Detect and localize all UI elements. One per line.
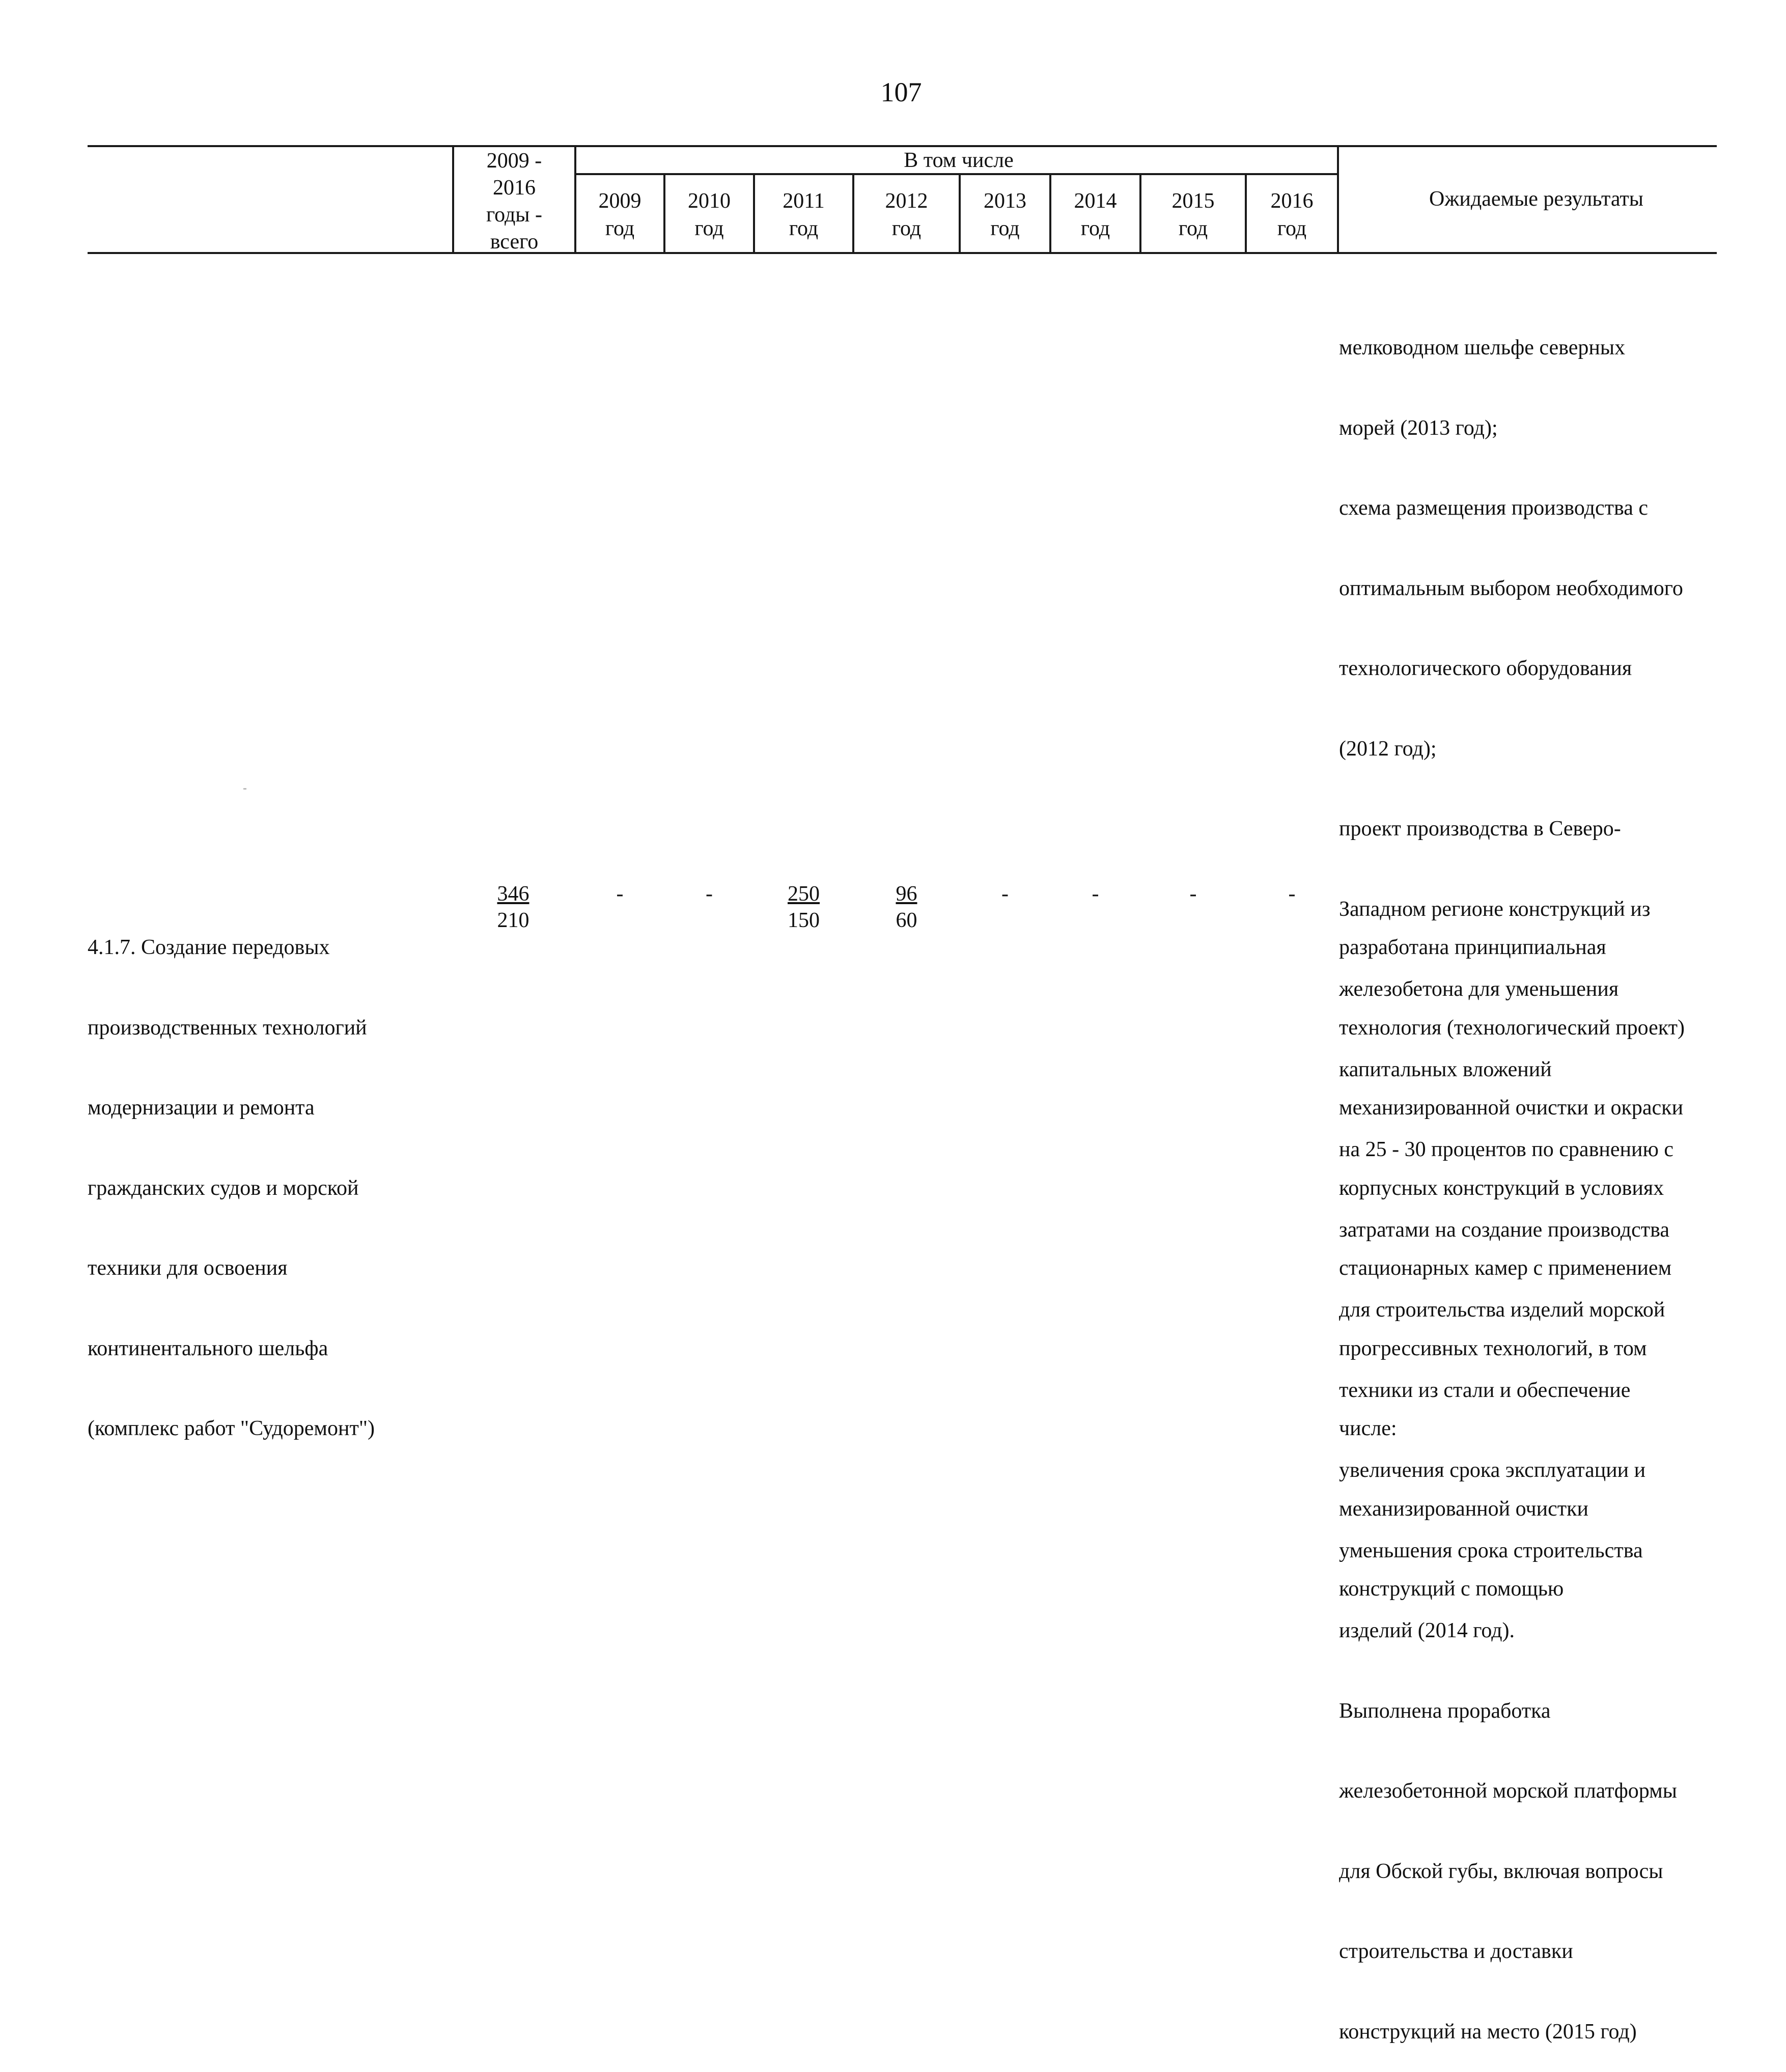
text-line: Западном регионе конструкций из: [1339, 897, 1651, 921]
header-total-period: [453, 148, 575, 256]
value-cell-2009: [576, 881, 663, 907]
text-line: капитальных вложений: [1339, 1057, 1552, 1081]
total-value: 346: [497, 882, 529, 906]
header-expected-results: Ожидаемые результаты: [1429, 187, 1643, 211]
text-line: стационарных камер с применением: [1339, 1256, 1672, 1280]
year-label: 2009: [598, 189, 641, 213]
table-header-bottom-rule: [88, 252, 1717, 254]
text-line: техники из стали и обеспечение: [1339, 1378, 1631, 1402]
text-line: для Обской губы, включая вопросы: [1339, 1859, 1663, 1883]
subvalue: 60: [896, 909, 917, 932]
value-cell-2016: [1247, 881, 1337, 907]
text-line: железобетонной морской платформы: [1339, 1779, 1677, 1803]
total-subvalue: 210: [497, 909, 529, 932]
activity-name: [88, 881, 375, 1469]
year-unit: год: [1080, 217, 1110, 240]
text-line: конструкций на место (2015 год): [1339, 2020, 1637, 2043]
header-year-2009: [576, 187, 663, 242]
header-year-2013: [961, 187, 1049, 242]
year-unit: год: [891, 217, 922, 240]
text-line: Выполнена проработка: [1339, 1699, 1551, 1723]
year-unit: год: [1178, 217, 1208, 240]
value: -: [1001, 882, 1009, 906]
text-line: модернизации и ремонта: [88, 1096, 315, 1119]
year-unit: год: [694, 217, 724, 240]
text-line: для строительства изделий морской: [1339, 1298, 1665, 1322]
header-including: В том числе: [904, 149, 1014, 172]
text-line: корпусных конструкций в условиях: [1339, 1176, 1664, 1200]
text-line: железобетона для уменьшения: [1339, 977, 1619, 1001]
year-label: 2012: [885, 189, 928, 213]
year-label: 2016: [1270, 189, 1314, 213]
text-line: (2012 год);: [1339, 737, 1437, 761]
text-line: гражданских судов и морской: [88, 1176, 359, 1200]
text-line: на 25 - 30 процентов по сравнению с: [1339, 1138, 1673, 1161]
text-line: технология (технологический проект): [1339, 1016, 1685, 1040]
value: -: [1092, 882, 1099, 906]
total-cell: [452, 881, 574, 934]
text-line: увеличения срока эксплуатации и: [1339, 1459, 1646, 1482]
text-line: 4.1.7. Создание передовых: [88, 936, 330, 959]
text-line: схема размещения производства с: [1339, 496, 1649, 520]
value: -: [706, 882, 713, 906]
text-line: механизированной очистки: [1339, 1497, 1589, 1521]
header-year-2014: [1051, 187, 1139, 242]
text-line: разработана принципиальная: [1339, 936, 1606, 959]
text-line: механизированной очистки и окраски: [1339, 1096, 1684, 1119]
value: -: [1189, 882, 1197, 906]
value: -: [616, 882, 624, 906]
text-line: оптимальным выбором необходимого: [1339, 576, 1683, 600]
text-line: технологического оборудования: [1339, 657, 1632, 680]
value-cell-2014: [1051, 881, 1139, 907]
text-line: мелководном шельфе северных: [1339, 336, 1626, 359]
year-unit: год: [990, 217, 1020, 240]
value-cell-2013: [961, 881, 1049, 907]
text-line: затратами на создание производства: [1339, 1218, 1669, 1242]
header-year-2011: [755, 187, 852, 242]
scan-speck: [243, 788, 246, 790]
text-line: континентального шельфа: [88, 1336, 328, 1360]
text-line: проект производства в Северо-: [1339, 817, 1621, 841]
year-label: 2010: [688, 189, 731, 213]
value-cell-2011: [755, 881, 852, 934]
text-line: конструкций с помощью: [1339, 1577, 1564, 1601]
header-year-2012: [854, 187, 959, 242]
year-label: 2013: [984, 189, 1026, 213]
text-line: производственных технологий: [88, 1016, 367, 1040]
value-cell-2012: [854, 881, 959, 934]
year-unit: год: [789, 217, 819, 240]
text-line: числе:: [1339, 1417, 1397, 1440]
page-number: 107: [880, 77, 922, 107]
text-line: морей (2013 год);: [1339, 416, 1498, 440]
year-label: 2014: [1074, 189, 1117, 213]
header-total-line: 2016: [493, 176, 536, 200]
value-cell-2010: [665, 881, 753, 907]
header-year-2016: [1247, 187, 1337, 242]
header-year-2015: [1141, 187, 1245, 242]
value: -: [1288, 882, 1296, 906]
value-cell-2015: [1141, 881, 1245, 907]
year-label: 2011: [783, 189, 825, 213]
header-total-line: годы -: [486, 203, 543, 227]
value: 96: [896, 882, 917, 906]
expected-results-text: [1339, 881, 1685, 1629]
year-unit: год: [605, 217, 635, 240]
text-line: прогрессивных технологий, в том: [1339, 1336, 1647, 1360]
value: 250: [788, 882, 820, 906]
text-line: строительства и доставки: [1339, 1940, 1573, 1963]
year-label: 2015: [1171, 189, 1215, 213]
text-line: изделий (2014 год).: [1339, 1619, 1515, 1642]
header-total-line: всего: [490, 230, 539, 254]
header-year-2010: [665, 187, 753, 242]
text-line: уменьшения срока строительства: [1339, 1538, 1643, 1562]
subvalue: 150: [788, 909, 820, 932]
text-line: (комплекс работ "Судоремонт"): [88, 1417, 375, 1440]
text-line: техники для освоения: [88, 1256, 288, 1280]
header-total-line: 2009 -: [486, 149, 542, 173]
year-unit: год: [1277, 217, 1307, 240]
